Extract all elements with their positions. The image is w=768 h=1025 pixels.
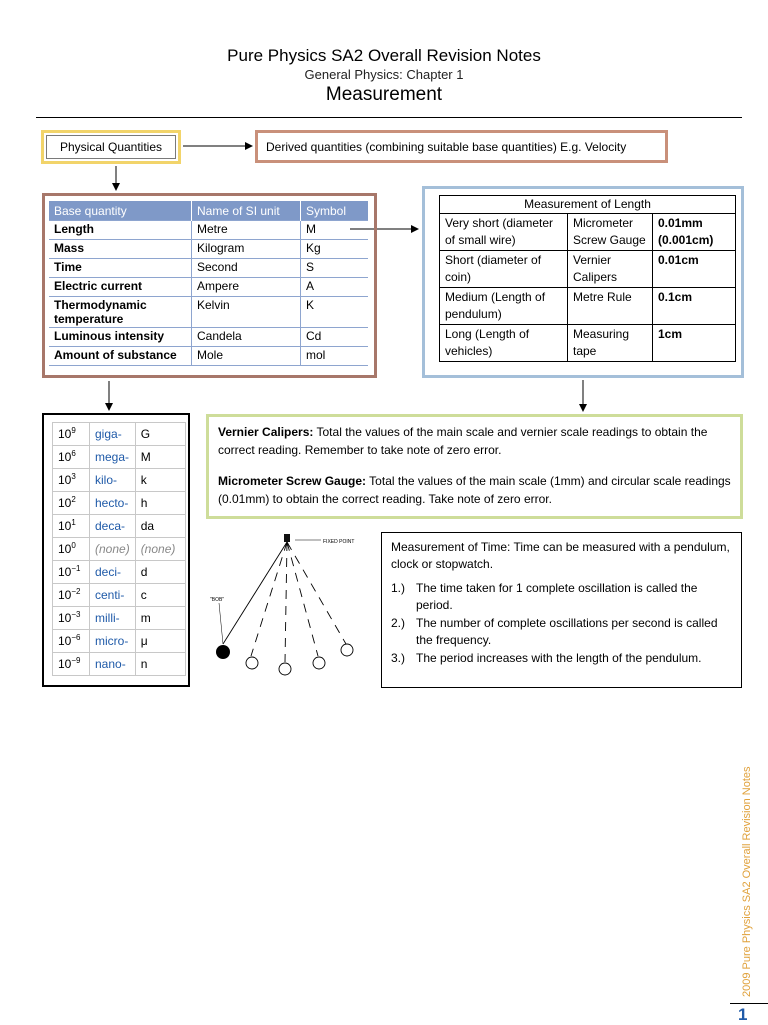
power-exponent: −6 [71, 633, 81, 642]
table-cell: K [301, 297, 369, 328]
power-cell [53, 653, 90, 676]
power-cell [53, 515, 90, 538]
power-exponent: 3 [71, 472, 76, 481]
prefix-symbol: n [135, 653, 185, 676]
vernier-text: Total the values of the main scale and vernier scale readings to obtain the correct reading. Remember to take note of zero error. [218, 425, 708, 457]
power-cell [53, 630, 90, 653]
pendulum-bob [216, 645, 230, 659]
power-exponent: −3 [71, 610, 81, 619]
time-measurement-box [381, 532, 742, 688]
list-item [391, 650, 732, 667]
column-header: Base quantity [49, 201, 192, 221]
table-cell: Luminous intensity [49, 328, 192, 347]
table-cell: Kelvin [192, 297, 301, 328]
table-cell: Vernier Calipers [568, 251, 653, 288]
pendulum-string [223, 542, 287, 644]
time-intro: Measurement of Time: Time can be measured with a pendulum, clock or stopwatch. [391, 540, 730, 571]
power-cell [53, 538, 90, 561]
prefix-name: kilo- [90, 469, 136, 492]
table-row [53, 515, 186, 538]
page-number-rule [730, 1003, 768, 1004]
table-row [53, 630, 186, 653]
fixed-point-label: FIXED POINT [323, 539, 355, 545]
prefix-name: micro- [90, 630, 136, 653]
power-base: 10 [58, 657, 72, 671]
power-cell [53, 492, 90, 515]
power-exponent: −9 [71, 656, 81, 665]
table-cell: S [301, 259, 369, 278]
power-exponent: 9 [71, 426, 76, 435]
power-cell [53, 584, 90, 607]
list-number: 3.) [391, 651, 406, 665]
power-cell [53, 446, 90, 469]
power-base: 10 [58, 542, 72, 556]
table-cell: mol [301, 347, 369, 366]
table-cell: 0.01mm (0.001cm) [653, 214, 736, 251]
prefix-symbol: G [135, 423, 185, 446]
prefix-symbol: d [135, 561, 185, 584]
table-row [49, 240, 368, 259]
page-number: 1 [738, 1005, 748, 1024]
table-row [53, 653, 186, 676]
micrometer-title: Micrometer Screw Gauge: [218, 474, 367, 488]
table-cell: Ampere [192, 278, 301, 297]
power-base: 10 [58, 496, 72, 510]
table-cell: Medium (Length of pendulum) [440, 288, 568, 325]
table-row [53, 538, 186, 561]
list-text: The time taken for 1 complete oscillation is called the period. [416, 581, 698, 612]
power-base: 10 [58, 634, 72, 648]
prefix-name: deci- [90, 561, 136, 584]
table-cell: Metre Rule [568, 288, 653, 325]
table-cell: Time [49, 259, 192, 278]
power-cell [53, 607, 90, 630]
table-cell: Long (Length of vehicles) [440, 325, 568, 362]
table-caption-row [440, 196, 736, 214]
table-row [53, 561, 186, 584]
power-base: 10 [58, 519, 72, 533]
table-row [440, 214, 736, 251]
table-cell: Short (diameter of coin) [440, 251, 568, 288]
prefix-name: mega- [90, 446, 136, 469]
side-footer-text: 2009 Pure Physics SA2 Overall Revision Notes [741, 766, 753, 997]
prefix-name: deca- [90, 515, 136, 538]
list-number: 2.) [391, 616, 406, 630]
table-cell: 1cm [653, 325, 736, 362]
prefix-symbol: k [135, 469, 185, 492]
table-row [49, 278, 368, 297]
column-header: Symbol [301, 201, 369, 221]
table-cell: Measuring tape [568, 325, 653, 362]
base-quantities-table [49, 201, 368, 366]
si-prefix-table [52, 422, 186, 676]
fixed-point-icon [284, 534, 290, 542]
table-cell: Length [49, 221, 192, 240]
table-cell: Amount of substance [49, 347, 192, 366]
si-prefix-box [42, 413, 190, 687]
table-cell: Candela [192, 328, 301, 347]
table-cell: Mole [192, 347, 301, 366]
column-header: Name of SI unit [192, 201, 301, 221]
page-subtitle: General Physics: Chapter 1 [304, 67, 464, 82]
power-base: 10 [58, 565, 72, 579]
page-title: Pure Physics SA2 Overall Revision Notes [227, 46, 541, 65]
list-item [391, 580, 732, 614]
table-row [53, 607, 186, 630]
power-cell [53, 561, 90, 584]
table-header-row [49, 201, 368, 221]
prefix-symbol: M [135, 446, 185, 469]
prefix-symbol: c [135, 584, 185, 607]
power-exponent: 2 [71, 495, 76, 504]
prefix-symbol: μ [135, 630, 185, 653]
table-cell: Cd [301, 328, 369, 347]
list-text: The period increases with the length of the pendulum. [416, 651, 702, 665]
table-row [49, 221, 368, 240]
table-row [440, 288, 736, 325]
vernier-micrometer-notes [206, 414, 743, 519]
power-exponent: −1 [71, 564, 81, 573]
physical-quantities-label: Physical Quantities [46, 135, 176, 159]
table-row [440, 251, 736, 288]
prefix-name: centi- [90, 584, 136, 607]
table-row [49, 259, 368, 278]
table-row [53, 469, 186, 492]
power-cell [53, 423, 90, 446]
chapter-heading: Measurement [325, 84, 443, 105]
time-list [391, 580, 732, 667]
prefix-symbol: h [135, 492, 185, 515]
table-cell: Very short (diameter of small wire) [440, 214, 568, 251]
table-row [49, 328, 368, 347]
table-cell: Kg [301, 240, 369, 259]
pendulum-diagram [205, 528, 377, 683]
table-row [53, 446, 186, 469]
table-cell: Thermodynamic temperature [49, 297, 192, 328]
power-exponent: 0 [71, 541, 76, 550]
power-base: 10 [58, 450, 72, 464]
list-text: The number of complete oscillations per second is called the frequency. [416, 616, 718, 647]
table-cell: 0.1cm [653, 288, 736, 325]
prefix-name: hecto- [90, 492, 136, 515]
micrometer-text: Total the values of the main scale (1mm) and circular scale readings (0.01mm) to obtain the correct reading. Take note of zero error. [218, 474, 731, 506]
prefix-symbol: (none) [135, 538, 185, 561]
table-cell: Electric current [49, 278, 192, 297]
power-base: 10 [58, 473, 72, 487]
list-item [391, 615, 732, 649]
table-cell: Metre [192, 221, 301, 240]
bob-label: "BOB" [210, 597, 225, 603]
table-row [49, 297, 368, 328]
table-row [53, 423, 186, 446]
table-cell: Mass [49, 240, 192, 259]
power-exponent: 1 [71, 518, 76, 527]
length-measurement-table [439, 195, 736, 362]
table-cell: M [301, 221, 369, 240]
vernier-title: Vernier Calipers: [218, 425, 314, 439]
derived-quantities-box: Derived quantities (combining suitable base quantities) E.g. Velocity [255, 130, 668, 163]
table-row [53, 584, 186, 607]
table-cell: Kilogram [192, 240, 301, 259]
power-exponent: 6 [71, 449, 76, 458]
table-row [49, 347, 368, 366]
length-measurement-box [422, 186, 744, 378]
prefix-symbol: m [135, 607, 185, 630]
table-cell: 0.01cm [653, 251, 736, 288]
table-caption: Measurement of Length [440, 196, 736, 214]
prefix-name: (none) [90, 538, 136, 561]
prefix-symbol: da [135, 515, 185, 538]
power-base: 10 [58, 588, 72, 602]
prefix-name: giga- [90, 423, 136, 446]
power-base: 10 [58, 611, 72, 625]
base-quantities-box [42, 193, 377, 378]
prefix-name: nano- [90, 653, 136, 676]
power-cell [53, 469, 90, 492]
table-row [53, 492, 186, 515]
micrometer-note [218, 472, 731, 508]
table-cell: Micrometer Screw Gauge [568, 214, 653, 251]
power-exponent: −2 [71, 587, 81, 596]
prefix-name: milli- [90, 607, 136, 630]
table-row [440, 325, 736, 362]
table-cell: A [301, 278, 369, 297]
power-base: 10 [58, 427, 72, 441]
table-cell: Second [192, 259, 301, 278]
list-number: 1.) [391, 581, 406, 595]
vernier-note [218, 423, 731, 459]
